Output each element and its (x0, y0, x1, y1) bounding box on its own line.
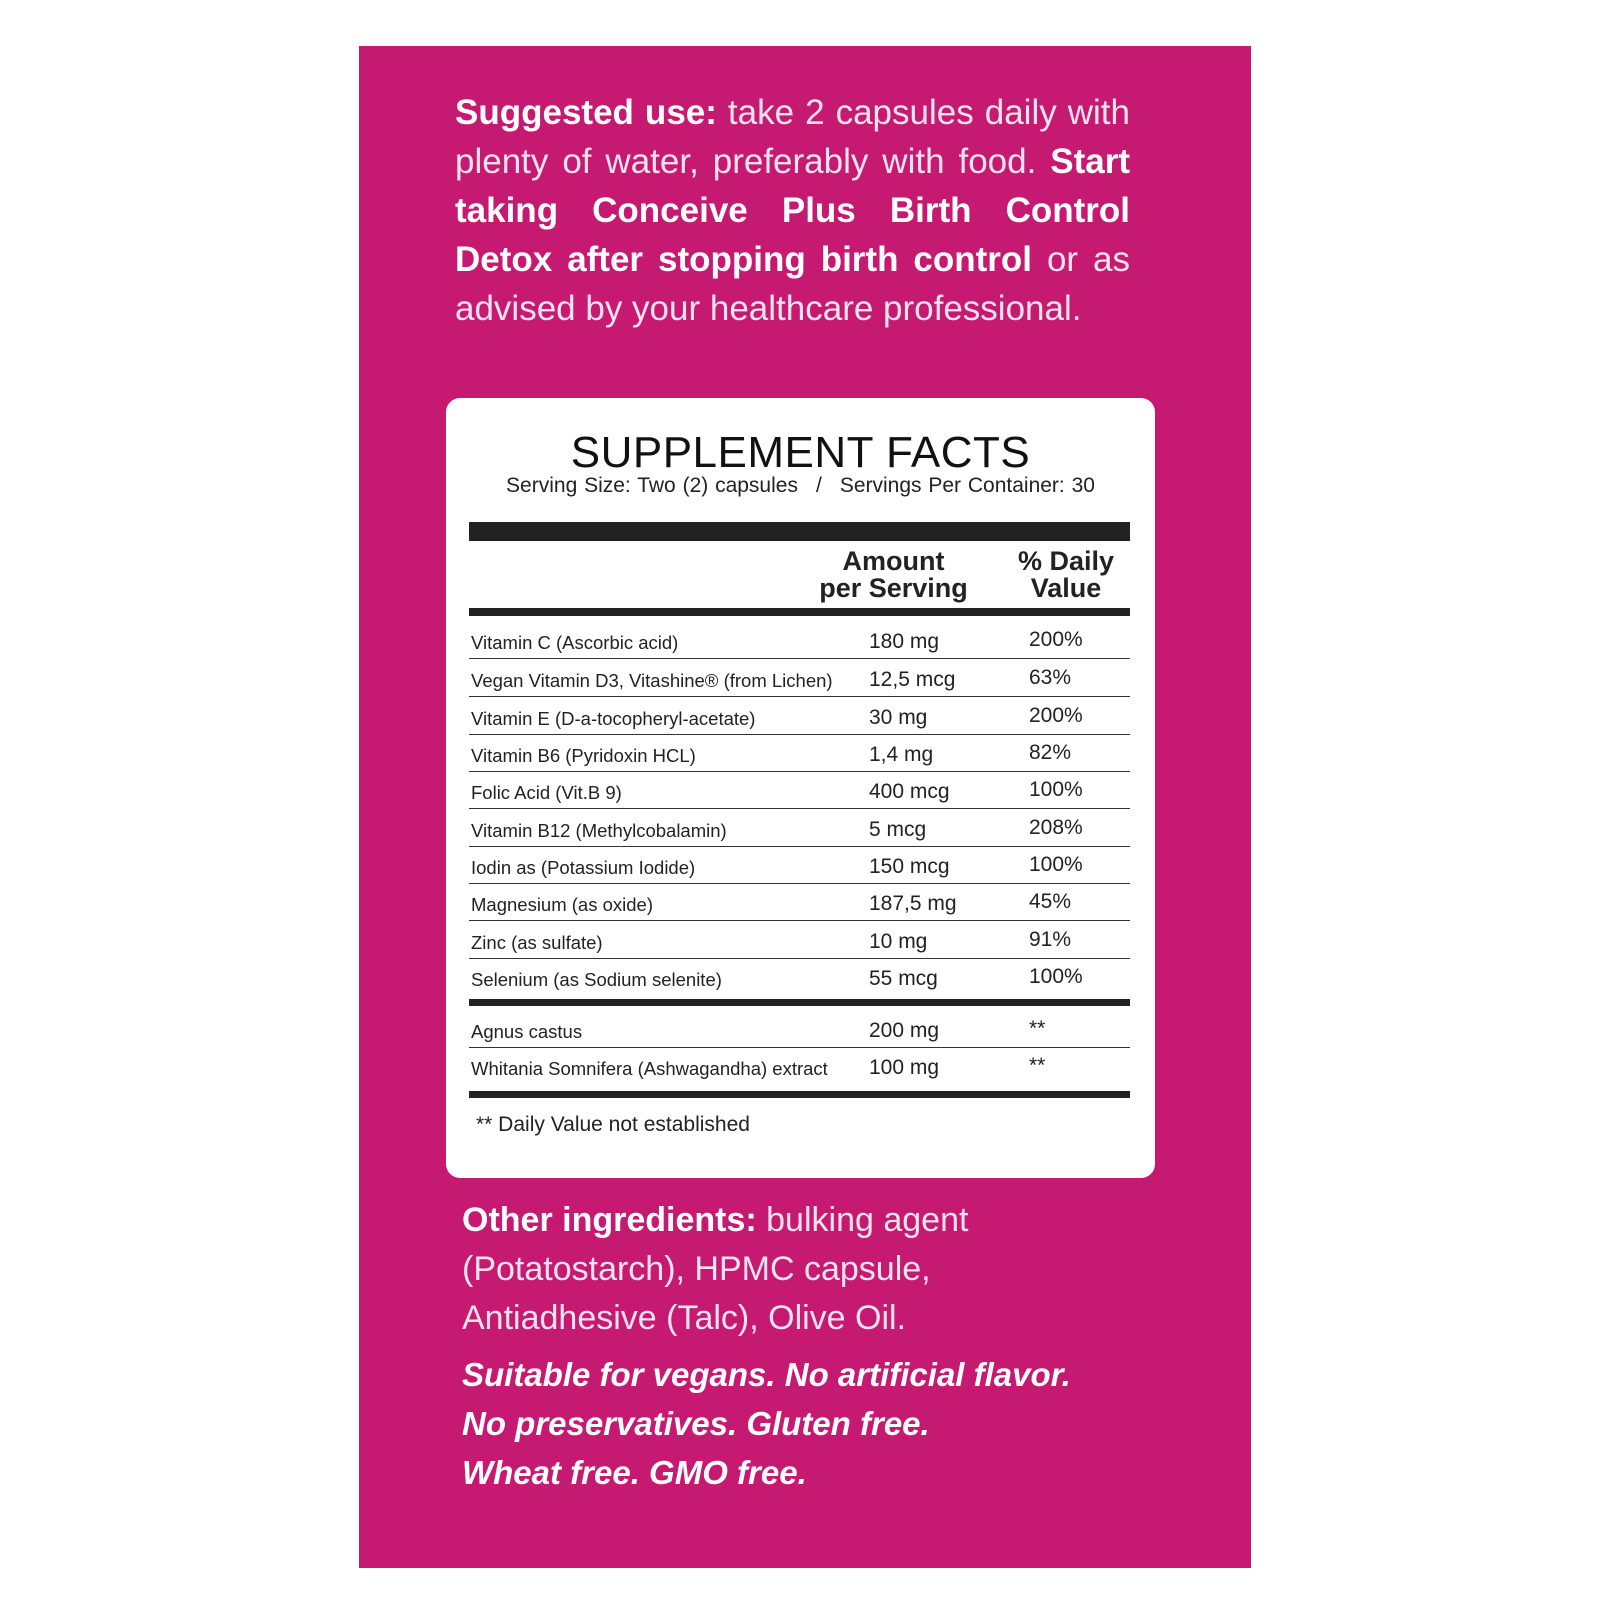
table-row (469, 1047, 1130, 1084)
nutrient-daily-value: 100% (1029, 853, 1083, 876)
header-daily-value (1001, 548, 1131, 602)
table-row (469, 809, 1130, 847)
nutrient-name: Folic Acid (Vit.B 9) (471, 782, 622, 803)
suggested-use-text (455, 88, 1130, 333)
header-dv-line1: % Daily (1017, 546, 1115, 576)
ingredient-name: Whitania Somnifera (Ashwagandha) extract (471, 1058, 828, 1079)
ingredient-amount: 200 mg (869, 1019, 940, 1042)
nutrient-amount: 5 mcg (869, 818, 927, 841)
nutrient-amount: 180 mg (869, 630, 940, 653)
table-row (469, 771, 1130, 809)
serving-info (446, 474, 1155, 498)
table-row (469, 921, 1130, 959)
claim-line-2: No preservatives. Gluten free. (462, 1405, 930, 1442)
ingredient-amount: 100 mg (869, 1056, 940, 1079)
ingredient-daily-value: ** (1029, 1054, 1046, 1077)
table-row (469, 958, 1130, 995)
supplement-facts-title: SUPPLEMENT FACTS (570, 428, 1031, 477)
nutrient-amount: 400 mcg (869, 780, 950, 803)
nutrient-name: Zinc (as sulfate) (471, 932, 603, 953)
nutrient-daily-value: 208% (1029, 816, 1083, 839)
servings-per-container: Servings Per Container: 30 (839, 474, 1095, 497)
header-amount-line2: per Serving (819, 573, 968, 603)
suggested-use-bold: Start taking Conceive Plus Birth Control Detox after stopping birth control (455, 142, 1130, 279)
table-row (469, 697, 1130, 735)
nutrient-daily-value: 200% (1029, 628, 1083, 651)
serving-size: Serving Size: Two (2) capsules (506, 474, 798, 497)
header-amount-per-serving (806, 548, 981, 602)
claim-line-1: Suitable for vegans. No artificial flavor. (462, 1356, 1071, 1393)
medium-rule-bottom (469, 1091, 1130, 1098)
table-row (469, 883, 1130, 921)
nutrient-amount: 150 mcg (869, 855, 950, 878)
table-row (469, 621, 1130, 659)
nutrient-name: Selenium (as Sodium selenite) (471, 969, 722, 990)
nutrient-name: Vitamin C (Ascorbic acid) (471, 632, 679, 653)
suggested-use-text-3: or as advised by your healthcare professional. (455, 240, 1130, 328)
nutrient-amount: 187,5 mg (869, 892, 957, 915)
nutrient-amount: 1,4 mg (869, 743, 934, 766)
nutrient-daily-value: 200% (1029, 704, 1083, 727)
suggested-use-label: Suggested use: (455, 93, 717, 132)
table-row (469, 846, 1130, 884)
medium-rule-other (469, 999, 1130, 1006)
header-amount-line1: Amount (842, 546, 945, 576)
nutrient-amount: 10 mg (869, 930, 928, 953)
table-row (469, 659, 1130, 697)
nutrient-name: Vitamin B6 (Pyridoxin HCL) (471, 745, 696, 766)
nutrient-name: Vitamin E (D-a-tocopheryl-acetate) (471, 708, 756, 729)
nutrient-amount: 55 mcg (869, 967, 938, 990)
claim-line-3: Wheat free. GMO free. (462, 1454, 807, 1491)
other-ingredients-list: bulking agent (Potatostarch), HPMC capsule, Antiadhesive (Talc), Olive Oil. (462, 1201, 969, 1337)
thick-rule-top (469, 522, 1130, 541)
medium-rule-header (469, 608, 1130, 616)
nutrient-daily-value: 100% (1029, 778, 1083, 801)
footnote: ** Daily Value not established (476, 1113, 750, 1136)
nutrient-name: Vegan Vitamin D3, Vitashine® (from Lichen) (471, 670, 833, 691)
nutrient-daily-value: 82% (1029, 741, 1072, 764)
nutrient-daily-value: 91% (1029, 928, 1072, 951)
other-ingredients-text (462, 1196, 1102, 1343)
nutrient-name: Vitamin B12 (Methylcobalamin) (471, 820, 727, 841)
other-ingredients-label: Other ingredients: (462, 1201, 757, 1239)
nutrient-amount: 12,5 mcg (869, 668, 956, 691)
product-claims (462, 1350, 1162, 1497)
table-row (469, 734, 1130, 772)
nutrient-name: Iodin as (Potassium Iodide) (471, 857, 696, 878)
ingredient-name: Agnus castus (471, 1021, 583, 1042)
nutrient-name: Magnesium (as oxide) (471, 894, 653, 915)
nutrient-amount: 30 mg (869, 706, 928, 729)
header-dv-line2: Value (1030, 573, 1102, 603)
supplement-facts-panel (446, 398, 1155, 1178)
nutrient-daily-value: 100% (1029, 965, 1083, 988)
nutrient-daily-value: 63% (1029, 666, 1072, 689)
suggested-use-text-1: take 2 capsules daily with plenty of water, preferably with food. (455, 93, 1130, 181)
serving-separator: / (815, 474, 822, 497)
nutrient-daily-value: 45% (1029, 890, 1072, 913)
table-row (469, 1010, 1130, 1048)
ingredient-daily-value: ** (1029, 1017, 1046, 1040)
